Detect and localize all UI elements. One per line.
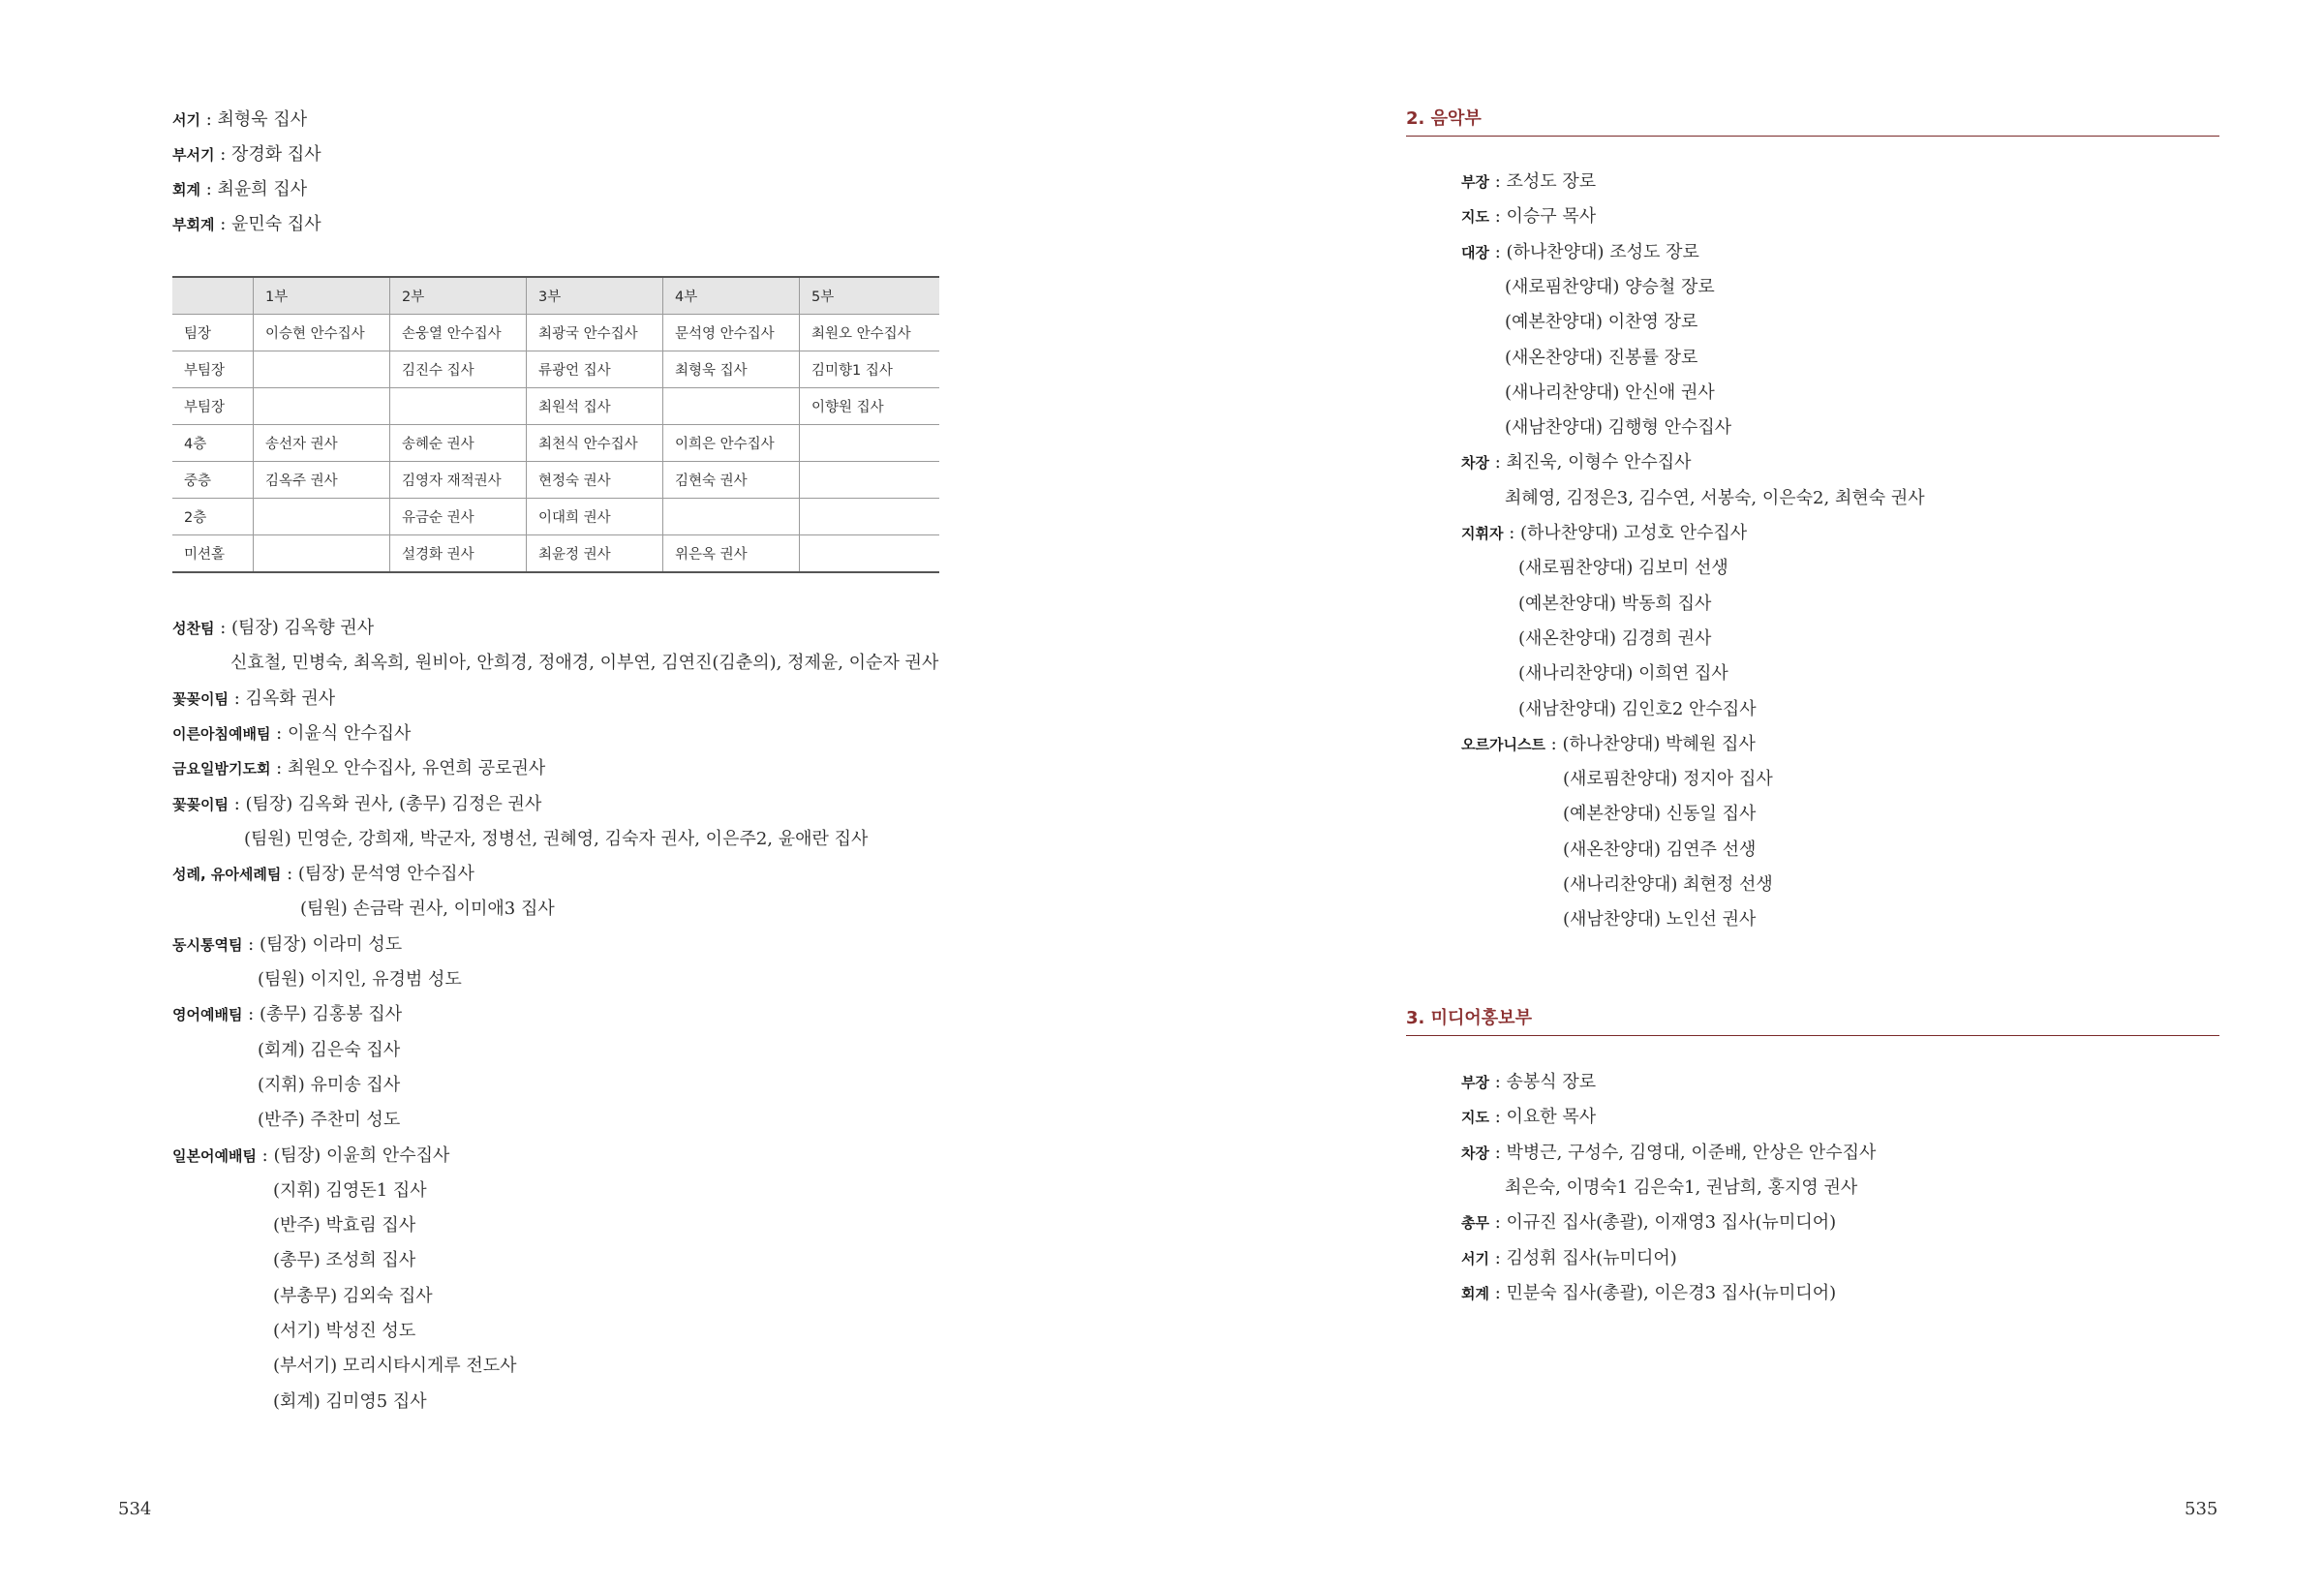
- table-header-cell: 3부: [527, 277, 663, 315]
- entry-text: (새로핌찬양대) 정지아 집사: [1563, 769, 1773, 790]
- entry-label: 총무: [1461, 1214, 1489, 1233]
- entry-text: (새로핌찬양대) 김보미 선생: [1518, 558, 1728, 579]
- entry-line: [1461, 205, 1596, 229]
- entry-line: [1518, 593, 1711, 616]
- entry-line: [1505, 487, 1925, 510]
- entry-label: 지휘자: [1461, 525, 1504, 542]
- entry-text: : 이승구 목사: [1488, 206, 1597, 228]
- entry-line: [1461, 733, 1756, 756]
- officer-line: 서기 : 최형욱 집사: [172, 109, 308, 130]
- table-cell: [254, 388, 390, 425]
- entry-line: [258, 1039, 400, 1062]
- table-cell: 송선자 권사: [254, 425, 390, 462]
- table-cell: 이향원 집사: [800, 388, 940, 425]
- entry-text: : 최원오 안수집사, 유연희 공로권사: [270, 758, 546, 779]
- entry-label: 부장: [1461, 173, 1489, 191]
- entry-line: [258, 1074, 400, 1097]
- table-row: [172, 499, 939, 535]
- entry-text: (새남찬양대) 노인선 권사: [1563, 909, 1757, 931]
- entry-line: [1505, 311, 1697, 334]
- entry-text: : 민분숙 집사(총괄), 이은경3 집사(뉴미디어): [1488, 1282, 1837, 1303]
- entry-line: [1518, 627, 1711, 651]
- table-cell: [254, 535, 390, 573]
- table-row-label: 부팀장: [172, 351, 254, 388]
- entry-line: [1563, 839, 1756, 862]
- entry-text: : (팀장) 김옥향 권사: [214, 618, 375, 638]
- table-cell: 류광언 집사: [527, 351, 663, 388]
- table-cell: 김옥주 권사: [254, 462, 390, 499]
- table-cell: [254, 351, 390, 388]
- entry-text: : (총무) 김홍봉 집사: [242, 1004, 403, 1025]
- entry-line: [1505, 347, 1697, 370]
- entry-line: [172, 722, 411, 746]
- entry-line: [1461, 1142, 1876, 1165]
- entry-text: (지휘) 유미송 집사: [258, 1074, 401, 1095]
- table-cell: 최천식 안수집사: [527, 425, 663, 462]
- table-cell: 현정숙 권사: [527, 462, 663, 499]
- entry-line: [172, 687, 335, 711]
- entry-line: [1461, 1106, 1596, 1129]
- entry-line: [273, 1214, 415, 1237]
- entry-label: 일본어예배팀: [172, 1146, 257, 1165]
- entry-label: 지도: [1461, 208, 1489, 227]
- table-row: [172, 462, 939, 499]
- table-row: [172, 388, 939, 425]
- entry-line: [1461, 1282, 1836, 1305]
- table-cell: 위은옥 권사: [663, 535, 800, 573]
- table-row-label: 중층: [172, 462, 254, 499]
- entry-line: [1563, 768, 1773, 791]
- entry-line: [1461, 451, 1692, 474]
- entry-text: : (팀장) 이윤희 안수집사: [256, 1144, 450, 1166]
- table-row-label: 4층: [172, 425, 254, 462]
- entry-label: 성찬팀: [172, 620, 215, 637]
- entry-label: 오르가니스트: [1461, 735, 1545, 753]
- entry-label: 꽃꽂이팀: [172, 795, 229, 813]
- entry-text: 최은숙, 이명숙1 김은숙1, 권남희, 홍지영 권사: [1505, 1176, 1858, 1198]
- table-header-cell: 4부: [663, 277, 800, 315]
- entry-label: 영어예배팀: [172, 1006, 243, 1024]
- entry-line: [1563, 803, 1756, 826]
- entry-text: (새남찬양대) 김행형 안수집사: [1505, 417, 1732, 439]
- entry-text: (새나리찬양대) 최현정 선생: [1563, 874, 1773, 895]
- entry-label: 금요일밤기도회: [172, 760, 271, 778]
- entry-text: (새온찬양대) 김연주 선생: [1563, 839, 1757, 860]
- entry-line: [244, 828, 868, 851]
- entry-text: : (팀장) 이라미 성도: [242, 933, 403, 955]
- section-title-music: 2. 음악부: [1406, 107, 2219, 137]
- table-cell: 유금순 권사: [390, 499, 527, 535]
- entry-text: (새로핌찬양대) 양승철 장로: [1505, 276, 1715, 297]
- table-cell: 이승현 안수집사: [254, 315, 390, 351]
- entry-text: : 박병근, 구성수, 김영대, 이준배, 안상은 안수집사: [1488, 1142, 1877, 1163]
- entry-line: [230, 652, 938, 675]
- table-cell: 최광국 안수집사: [527, 315, 663, 351]
- entry-text: (반주) 주찬미 성도: [258, 1110, 401, 1131]
- entry-text: (예본찬양대) 신동일 집사: [1563, 804, 1757, 825]
- table-cell: 최원석 집사: [527, 388, 663, 425]
- table-cell: 최원오 안수집사: [800, 315, 940, 351]
- table-cell: 김진수 집사: [390, 351, 527, 388]
- table-cell: [390, 388, 527, 425]
- entry-text: : (하나찬양대) 조성도 장로: [1488, 241, 1699, 262]
- table-row: [172, 315, 939, 351]
- table-cell: [800, 425, 940, 462]
- entry-line: [1505, 381, 1715, 405]
- entry-line: [1518, 557, 1728, 580]
- entry-line: [300, 898, 555, 921]
- entry-text: 최혜영, 김정은3, 김수연, 서봉숙, 이은숙2, 최현숙 권사: [1505, 487, 1925, 508]
- entry-line: [1518, 662, 1728, 686]
- entry-label: 차장: [1461, 1144, 1489, 1162]
- officer-line: 회계 : 최윤희 집사: [172, 179, 308, 199]
- entry-text: 신효철, 민병숙, 최옥희, 원비아, 안희경, 정애경, 이부연, 김연진(김춘의), 정제윤, 이순자 권사: [230, 653, 939, 674]
- entry-text: : (하나찬양대) 박혜원 집사: [1544, 733, 1756, 754]
- page-number: 534: [118, 1499, 152, 1519]
- table-header-row: [172, 277, 939, 315]
- entry-text: (부서기) 모리시타시게루 전도사: [273, 1356, 517, 1377]
- entry-line: [1505, 276, 1715, 299]
- entry-text: (지휘) 김영돈1 집사: [273, 1179, 427, 1201]
- entry-line: [258, 968, 462, 992]
- officer-line: 부회계 : 윤민숙 집사: [172, 214, 321, 234]
- table-cell: [254, 499, 390, 535]
- entry-line: [1518, 698, 1757, 721]
- table-header-cell: 2부: [390, 277, 527, 315]
- entry-text: : 이규진 집사(총괄), 이재영3 집사(뉴미디어): [1488, 1212, 1837, 1234]
- entry-line: [172, 933, 402, 957]
- table-row: [172, 351, 939, 388]
- table-header-cell: 5부: [800, 277, 940, 315]
- entry-text: : (팀장) 문석영 안수집사: [281, 864, 474, 885]
- table-cell: 송혜순 권사: [390, 425, 527, 462]
- table-cell: 김미향1 집사: [800, 351, 940, 388]
- table-header-cell: [172, 277, 254, 315]
- entry-line: [1461, 522, 1747, 545]
- entry-line: [273, 1179, 427, 1203]
- entry-label: 동시통역팀: [172, 935, 243, 954]
- entry-text: (새온찬양대) 진봉률 장로: [1505, 347, 1698, 368]
- table-cell: 최윤정 권사: [527, 535, 663, 573]
- entry-text: (새온찬양대) 김경희 권사: [1518, 627, 1712, 649]
- entry-label: 이른아침예배팀: [172, 724, 271, 743]
- entry-text: : (하나찬양대) 고성호 안수집사: [1503, 523, 1748, 543]
- entry-text: (예본찬양대) 박동희 집사: [1518, 593, 1712, 614]
- table-row-label: 미션홀: [172, 535, 254, 573]
- entry-line: [1563, 908, 1756, 931]
- entry-text: : 이윤식 안수집사: [270, 722, 412, 744]
- officer-line: 부서기 : 장경화 집사: [172, 144, 321, 165]
- table-cell: 설경화 권사: [390, 535, 527, 573]
- roster-table: [172, 276, 939, 573]
- entry-label: 회계: [1461, 1284, 1489, 1302]
- entry-line: [273, 1249, 415, 1272]
- entry-text: (새나리찬양대) 이희연 집사: [1518, 663, 1728, 685]
- entry-text: (회계) 김미영5 집사: [273, 1390, 427, 1412]
- entry-line: [172, 617, 374, 640]
- entry-label: 서기: [1461, 1249, 1489, 1267]
- entry-label: 지도: [1461, 1109, 1489, 1127]
- entry-text: (총무) 조성희 집사: [273, 1250, 416, 1271]
- entry-line: [1461, 1071, 1596, 1094]
- entry-line: [273, 1355, 517, 1378]
- table-cell: [663, 499, 800, 535]
- entry-line: [1461, 1247, 1677, 1270]
- table-row-label: 2층: [172, 499, 254, 535]
- entry-text: : 김옥화 권사: [228, 687, 336, 709]
- table-row: [172, 425, 939, 462]
- table-cell: 문석영 안수집사: [663, 315, 800, 351]
- entry-text: : 조성도 장로: [1488, 171, 1597, 192]
- entry-label: 차장: [1461, 454, 1489, 473]
- entry-label: 성례, 유아세례팀: [172, 866, 282, 884]
- entry-line: [1563, 873, 1773, 897]
- table-cell: [800, 535, 940, 573]
- table-row-label: 팀장: [172, 315, 254, 351]
- entry-text: : 송봉식 장로: [1488, 1072, 1597, 1092]
- section-title-media: 3. 미디어홍보부: [1406, 1006, 2219, 1036]
- right-page: [1162, 0, 2324, 1587]
- entry-line: [172, 757, 545, 780]
- entry-label: 부장: [1461, 1074, 1489, 1091]
- entry-text: : 이요한 목사: [1488, 1107, 1597, 1128]
- entry-line: [273, 1285, 433, 1308]
- entry-line: [172, 793, 541, 816]
- entry-line: [273, 1390, 427, 1414]
- entry-line: [1461, 241, 1699, 264]
- entry-text: (부총무) 김외숙 집사: [273, 1285, 433, 1306]
- entry-line: [1505, 416, 1731, 440]
- table-row: [172, 535, 939, 573]
- entry-line: [172, 1144, 449, 1168]
- table-cell: [800, 499, 940, 535]
- table-cell: 이대희 권사: [527, 499, 663, 535]
- entry-text: : 최진욱, 이형수 안수집사: [1488, 452, 1692, 473]
- entry-text: (새나리찬양대) 안신애 권사: [1505, 381, 1715, 403]
- table-cell: 김영자 재적권사: [390, 462, 527, 499]
- entry-label: 꽃꽂이팀: [172, 689, 229, 708]
- entry-text: (회계) 김은숙 집사: [258, 1039, 401, 1060]
- entry-line: [1461, 170, 1596, 194]
- entry-text: (서기) 박성진 성도: [273, 1321, 416, 1341]
- entry-text: (팀원) 민영순, 강희재, 박군자, 정병선, 권혜영, 김숙자 권사, 이은주2, 윤애란 집사: [244, 828, 869, 849]
- entry-text: (팀원) 이지인, 유경범 성도: [258, 969, 462, 990]
- table-row-label: 부팀장: [172, 388, 254, 425]
- table-cell: [800, 462, 940, 499]
- entry-line: [172, 1003, 402, 1026]
- entry-line: [258, 1109, 400, 1132]
- entry-text: (반주) 박효림 집사: [273, 1215, 416, 1236]
- page-number: 535: [2185, 1499, 2218, 1519]
- entry-label: 대장: [1461, 243, 1489, 261]
- entry-text: (팀원) 손금락 권사, 이미애3 집사: [300, 899, 555, 920]
- table-cell: 이희은 안수집사: [663, 425, 800, 462]
- table-header-cell: 1부: [254, 277, 390, 315]
- entry-line: [1505, 1176, 1857, 1200]
- entry-text: : (팀장) 김옥화 권사, (총무) 김정은 권사: [228, 793, 542, 814]
- table-cell: [663, 388, 800, 425]
- table-cell: 최형욱 집사: [663, 351, 800, 388]
- entry-line: [273, 1320, 415, 1343]
- table-cell: 손웅열 안수집사: [390, 315, 527, 351]
- entry-text: : 김성휘 집사(뉴미디어): [1488, 1247, 1677, 1268]
- table-cell: 김현숙 권사: [663, 462, 800, 499]
- entry-text: (새남찬양대) 김인호2 안수집사: [1518, 698, 1757, 719]
- entry-line: [1461, 1211, 1836, 1235]
- entry-line: [172, 863, 474, 886]
- entry-text: (예본찬양대) 이찬영 장로: [1505, 312, 1698, 333]
